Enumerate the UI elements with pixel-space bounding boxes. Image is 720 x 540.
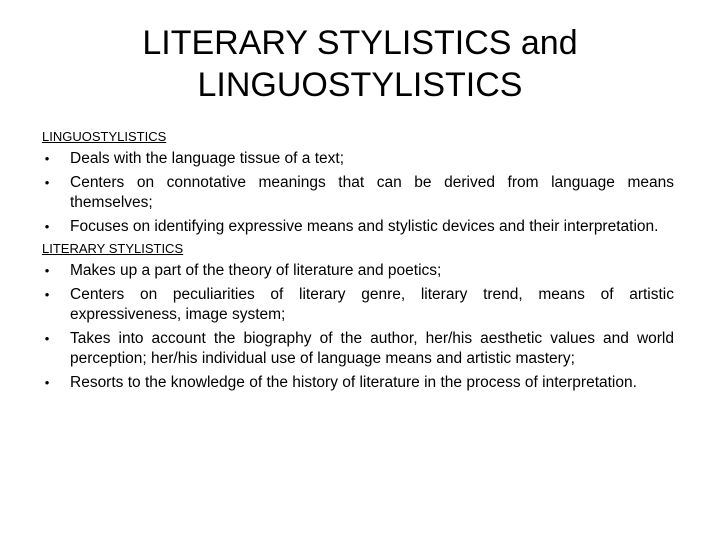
slide-body <box>42 128 674 396</box>
literary-stylistics-list <box>42 261 674 393</box>
title-line-1: LITERARY STYLISTICS and <box>142 24 578 62</box>
list-item <box>42 173 674 214</box>
bullet-icon: • <box>44 330 50 346</box>
list-item-text: Centers on peculiarities of literary genre, literary trend, means of artistic expressiveness, image system; <box>70 285 674 323</box>
list-item-text: Focuses on identifying expressive means and stylistic devices and their interpretation. <box>70 217 659 235</box>
list-item-text: Centers on connotative meanings that can be derived from language means themselves; <box>70 173 674 211</box>
title-line-2: LINGUOSTYLISTICS <box>197 66 523 104</box>
section-heading-linguostylistics: LINGUOSTYLISTICS <box>42 129 167 144</box>
list-item <box>42 149 674 170</box>
bullet-icon: • <box>44 218 50 234</box>
list-item <box>42 217 674 238</box>
list-item <box>42 373 674 394</box>
section-heading-literary-stylistics: LITERARY STYLISTICS <box>42 241 184 256</box>
list-item-text: Makes up a part of the theory of literature and poetics; <box>70 262 442 279</box>
list-item <box>42 261 674 282</box>
bullet-icon: • <box>44 286 50 302</box>
linguostylistics-list <box>42 149 674 237</box>
bullet-icon: • <box>44 151 50 166</box>
list-item-text: Resorts to the knowledge of the history of literature in the process of interpretation. <box>70 373 637 391</box>
bullet-icon: • <box>44 374 50 390</box>
slide-title <box>60 22 660 106</box>
list-item-text: Takes into account the biography of the author, her/his aesthetic values and world perception; her/his individual use of language means and artistic mastery; <box>70 329 674 367</box>
list-item <box>42 329 674 370</box>
list-item <box>42 285 674 326</box>
bullet-icon: • <box>44 174 50 190</box>
bullet-icon: • <box>44 263 50 278</box>
list-item-text: Deals with the language tissue of a text; <box>70 150 344 167</box>
